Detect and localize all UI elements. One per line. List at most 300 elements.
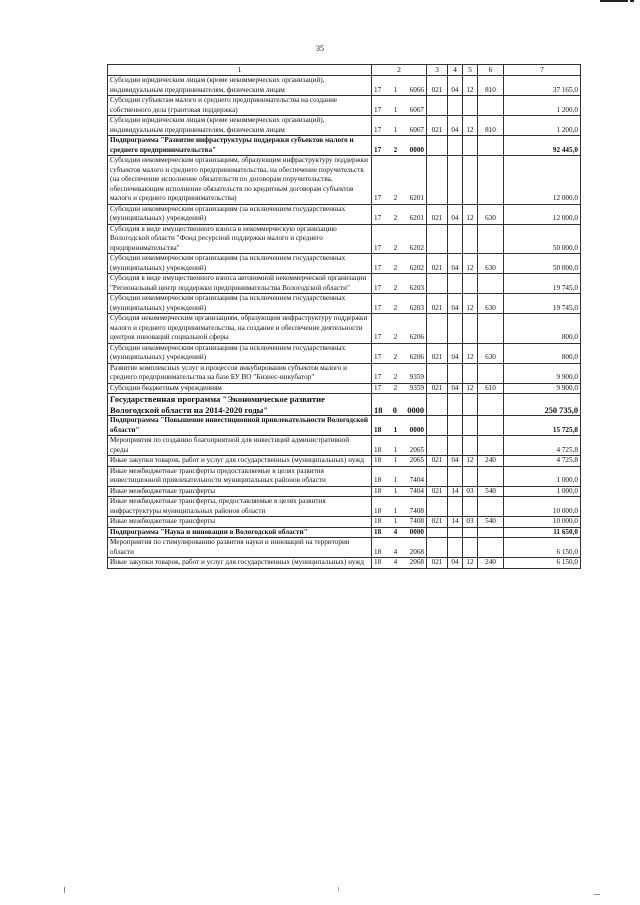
row-code-cell (372, 527, 427, 538)
table-row (108, 527, 581, 538)
code-part: 1 (393, 425, 398, 434)
code-part: 1 (393, 517, 398, 525)
row-amount-cell: 1 200,0 (504, 116, 581, 136)
code-part: 6202 (409, 243, 424, 252)
row-code-cell (372, 136, 427, 156)
row-amount-cell: 9 900,0 (504, 383, 581, 394)
row-expense-type-cell (478, 314, 504, 344)
row-expense-type-cell (478, 538, 504, 558)
row-subsection-cell (463, 466, 478, 486)
code-part: 6067 (409, 125, 424, 134)
row-ministry-cell (427, 466, 448, 486)
row-expense-type-cell (478, 156, 504, 205)
row-name-cell: Субсидия некоммерческим организациям, образующим инфраструктуру поддержки малого и среднего предпринимательства, на создание и обеспечение деятельности центров инноваций социальной сферы (108, 314, 372, 344)
row-code-cell (372, 456, 427, 467)
row-amount-cell: 12 000,0 (504, 204, 581, 224)
row-expense-type-cell: 630 (478, 254, 504, 274)
row-ministry-cell: 021 (427, 76, 448, 96)
row-subsection-cell (463, 274, 478, 294)
table-row (108, 116, 581, 136)
code-part: 2068 (409, 558, 424, 566)
column-header: 6 (478, 65, 504, 76)
row-ministry-cell (427, 136, 448, 156)
row-amount-cell: 4 725,8 (504, 456, 581, 467)
row-expense-type-cell (478, 136, 504, 156)
row-section-cell (448, 96, 463, 116)
row-code-cell (372, 517, 427, 528)
table-row (108, 343, 581, 363)
row-ministry-cell (427, 416, 448, 436)
row-ministry-cell: 021 (427, 343, 448, 363)
row-name-cell: Субсидии юридическим лицам (кроме некоммерческих организаций), индивидуальным предпринимателям, физическим лицам (108, 116, 372, 136)
row-ministry-cell: 021 (427, 517, 448, 528)
row-expense-type-cell: 610 (478, 383, 504, 394)
code-parts (374, 487, 424, 497)
code-parts (374, 304, 424, 314)
code-part: 17 (374, 263, 382, 272)
row-subsection-cell (463, 436, 478, 456)
table-row (108, 156, 581, 205)
code-part: 18 (374, 558, 382, 566)
code-part: 1 (393, 445, 398, 454)
code-part: 17 (374, 383, 382, 392)
column-header: 1 (108, 65, 372, 76)
page-number: 35 (316, 44, 324, 53)
code-parts (374, 456, 424, 466)
row-section-cell (448, 136, 463, 156)
row-expense-type-cell: 810 (478, 76, 504, 96)
row-subsection-cell: 12 (463, 116, 478, 136)
row-section-cell: 04 (448, 116, 463, 136)
row-code-cell (372, 254, 427, 274)
table-row (108, 204, 581, 224)
column-header: 5 (463, 65, 478, 76)
row-section-cell: 04 (448, 76, 463, 96)
table-row (108, 224, 581, 254)
code-part: 2065 (409, 456, 424, 464)
row-subsection-cell (463, 538, 478, 558)
row-amount-cell: 50 000,0 (504, 224, 581, 254)
table-row (108, 394, 581, 416)
code-part: 2065 (409, 445, 424, 454)
code-part: 18 (374, 547, 382, 556)
code-part: 17 (374, 125, 382, 134)
row-name-cell: Иные закупки товаров, работ и услуг для государственных (муниципальных) нужд (108, 456, 372, 467)
code-part: 17 (374, 145, 382, 154)
row-amount-cell: 1 200,0 (504, 96, 581, 116)
table-row (108, 76, 581, 96)
row-amount-cell: 1 000,0 (504, 486, 581, 497)
code-part: 1 (393, 506, 398, 515)
row-code-cell (372, 363, 427, 383)
row-ministry-cell: 021 (427, 294, 448, 314)
row-subsection-cell: 12 (463, 254, 478, 274)
code-part: 7404 (409, 476, 424, 484)
row-ministry-cell: 021 (427, 204, 448, 224)
code-part: 18 (374, 425, 382, 434)
row-subsection-cell: 12 (463, 76, 478, 96)
row-expense-type-cell: 240 (478, 456, 504, 467)
row-expense-type-cell: 540 (478, 517, 504, 528)
row-expense-type-cell (478, 96, 504, 116)
row-name-cell: Иные межбюджетные трансферты (108, 486, 372, 497)
code-part: 2 (393, 145, 398, 154)
code-part: 17 (374, 303, 382, 312)
row-name-cell: Субсидии субъектам малого и среднего предпринимательства на создание собственного дела (грантовая поддержка) (108, 96, 372, 116)
row-section-cell (448, 527, 463, 538)
code-parts (374, 86, 424, 96)
code-part: 18 (374, 456, 382, 464)
table-row (108, 436, 581, 456)
budget-table-body (108, 65, 581, 569)
row-expense-type-cell (478, 436, 504, 456)
row-subsection-cell (463, 363, 478, 383)
code-part: 6066 (409, 85, 424, 94)
row-section-cell (448, 363, 463, 383)
row-ministry-cell (427, 497, 448, 517)
code-parts (374, 446, 424, 456)
code-part: 1 (393, 85, 398, 94)
row-subsection-cell (463, 224, 478, 254)
row-subsection-cell: 12 (463, 294, 478, 314)
table-row (108, 274, 581, 294)
code-part: 4 (393, 558, 398, 566)
code-part: 2 (393, 194, 398, 202)
row-amount-cell: 6 150,0 (504, 538, 581, 558)
code-part: 2 (393, 333, 398, 341)
row-subsection-cell: 03 (463, 486, 478, 497)
code-part: 18 (374, 486, 382, 495)
code-part: 17 (374, 194, 382, 202)
row-amount-cell: 6 150,0 (504, 558, 581, 569)
row-amount-cell: 4 725,8 (504, 436, 581, 456)
row-amount-cell: 92 445,0 (504, 136, 581, 156)
code-part: 18 (374, 527, 382, 536)
row-amount-cell: 19 745,0 (504, 274, 581, 294)
table-row (108, 96, 581, 116)
code-part: 0 (392, 405, 397, 415)
row-ministry-cell (427, 274, 448, 294)
scan-artifact (64, 887, 65, 893)
row-code-cell (372, 96, 427, 116)
scan-artifact (594, 894, 600, 895)
row-subsection-cell (463, 394, 478, 416)
row-section-cell (448, 436, 463, 456)
row-code-cell (372, 486, 427, 497)
code-parts (374, 214, 424, 224)
row-amount-cell: 9 900,0 (504, 363, 581, 383)
table-row (108, 136, 581, 156)
row-ministry-cell: 021 (427, 116, 448, 136)
row-name-cell: Субсидии бюджетным учреждениям (108, 383, 372, 394)
code-parts (374, 406, 424, 416)
row-subsection-cell: 12 (463, 558, 478, 569)
row-code-cell (372, 204, 427, 224)
row-amount-cell: 19 745,0 (504, 294, 581, 314)
code-part: 2 (393, 303, 398, 312)
code-parts (374, 284, 424, 294)
row-ministry-cell (427, 538, 448, 558)
code-part: 18 (374, 517, 382, 525)
row-code-cell (372, 294, 427, 314)
code-part: 17 (374, 214, 382, 222)
row-code-cell (372, 224, 427, 254)
row-amount-cell: 10 000,0 (504, 497, 581, 517)
row-code-cell (372, 116, 427, 136)
row-ministry-cell (427, 96, 448, 116)
row-subsection-cell (463, 136, 478, 156)
row-expense-type-cell: 240 (478, 558, 504, 569)
row-code-cell (372, 538, 427, 558)
row-amount-cell: 12 000,0 (504, 156, 581, 205)
code-part: 0000 (409, 527, 424, 536)
table-row (108, 383, 581, 394)
table-row (108, 538, 581, 558)
row-section-cell: 14 (448, 517, 463, 528)
row-amount-cell: 800,0 (504, 343, 581, 363)
code-part: 17 (374, 373, 382, 381)
row-name-cell: Подпрограмма "Развитие инфраструктуры поддержки субъектов малого и среднего предпринимательства" (108, 136, 372, 156)
table-row (108, 558, 581, 569)
code-part: 17 (374, 333, 382, 341)
column-header: 4 (448, 65, 463, 76)
code-part: 2 (393, 214, 398, 222)
code-part: 6206 (409, 333, 424, 341)
code-part: 18 (374, 445, 382, 454)
row-code-cell (372, 394, 427, 416)
row-subsection-cell (463, 96, 478, 116)
row-ministry-cell: 021 (427, 486, 448, 497)
row-expense-type-cell: 630 (478, 343, 504, 363)
code-part: 2 (393, 263, 398, 272)
column-header: 7 (504, 65, 581, 76)
row-amount-cell: 1 000,0 (504, 466, 581, 486)
code-part: 6206 (409, 353, 424, 361)
budget-table (107, 64, 581, 569)
row-section-cell: 14 (448, 486, 463, 497)
code-parts (374, 507, 424, 517)
code-part: 17 (374, 283, 382, 292)
scan-artifact (338, 887, 339, 891)
row-expense-type-cell (478, 527, 504, 538)
code-part: 0000 (409, 425, 424, 434)
row-code-cell (372, 466, 427, 486)
code-parts (374, 353, 424, 363)
code-part: 0000 (409, 145, 424, 154)
column-header: 2 (372, 65, 427, 76)
table-row (108, 363, 581, 383)
row-amount-cell: 10 000,0 (504, 517, 581, 528)
code-part: 18 (374, 476, 382, 484)
code-part: 1 (393, 105, 398, 114)
code-part: 2 (393, 353, 398, 361)
row-expense-type-cell: 630 (478, 294, 504, 314)
code-parts (374, 476, 424, 486)
row-name-cell: Подпрограмма "Повышение инвестиционной привлекательности Вологодской области" (108, 416, 372, 436)
code-part: 7408 (409, 506, 424, 515)
code-parts (374, 373, 424, 383)
row-expense-type-cell: 630 (478, 204, 504, 224)
row-ministry-cell: 021 (427, 456, 448, 467)
row-code-cell (372, 383, 427, 394)
code-parts (374, 194, 424, 204)
code-part: 6203 (409, 303, 424, 312)
row-code-cell (372, 343, 427, 363)
code-parts (374, 146, 424, 156)
row-section-cell (448, 466, 463, 486)
row-section-cell (448, 394, 463, 416)
code-part: 1 (393, 125, 398, 134)
row-ministry-cell (427, 436, 448, 456)
row-subsection-cell (463, 497, 478, 517)
code-part: 2 (393, 383, 398, 392)
table-row (108, 486, 581, 497)
row-name-cell: Иные межбюджетные трансферты, предоставляемые в целях развития инфраструктуры муниципальных районов области (108, 497, 372, 517)
code-parts (374, 384, 424, 394)
row-name-cell: Развитие комплексных услуг и процессов инкубирования субъектов малого и среднего предпринимательства на базе БУ ВО "Бизнес-инкубатор" (108, 363, 372, 383)
code-part: 1 (393, 476, 398, 484)
row-expense-type-cell (478, 274, 504, 294)
row-amount-cell: 11 650,0 (504, 527, 581, 538)
code-part: 4 (393, 527, 398, 536)
code-part: 1 (393, 486, 398, 495)
row-name-cell: Иные межбюджетные трансферты предоставляемые в целях развития инвестиционной привлекательности муниципальных районов области (108, 466, 372, 486)
row-section-cell (448, 156, 463, 205)
table-row (108, 254, 581, 274)
row-name-cell: Субсидии юридическим лицам (кроме некоммерческих организаций), индивидуальным предпринимателям, физическим лицам (108, 76, 372, 96)
row-section-cell (448, 497, 463, 517)
table-row (108, 416, 581, 436)
row-code-cell (372, 558, 427, 569)
row-subsection-cell: 12 (463, 456, 478, 467)
row-name-cell: Субсидии некоммерческим организациям (за исключением государственных (муниципальных) учреждений) (108, 254, 372, 274)
row-code-cell (372, 416, 427, 436)
row-section-cell: 04 (448, 383, 463, 394)
code-parts (374, 126, 424, 136)
code-part: 0000 (407, 405, 424, 415)
row-ministry-cell (427, 394, 448, 416)
row-expense-type-cell (478, 466, 504, 486)
row-code-cell (372, 274, 427, 294)
code-part: 18 (374, 506, 382, 515)
row-name-cell: Субсидия в виде имущественного взноса в некоммерческую организацию Вологодской области "Фонд ресурсной поддержки малого и среднего предпринимательства" (108, 224, 372, 254)
code-part: 18 (374, 405, 383, 415)
code-parts (374, 106, 424, 116)
row-code-cell (372, 436, 427, 456)
code-parts (374, 264, 424, 274)
code-part: 9359 (409, 373, 424, 381)
row-section-cell: 04 (448, 343, 463, 363)
row-subsection-cell: 03 (463, 517, 478, 528)
row-expense-type-cell (478, 363, 504, 383)
row-name-cell: Государственная программа "Экономическое развитие Вологодской области на 2014-2020 годы" (108, 394, 372, 416)
row-name-cell: Иные закупки товаров, работ и услуг для государственных (муниципальных) нужд (108, 558, 372, 569)
row-section-cell (448, 314, 463, 344)
row-ministry-cell (427, 363, 448, 383)
row-ministry-cell (427, 314, 448, 344)
row-subsection-cell (463, 527, 478, 538)
table-row (108, 497, 581, 517)
row-amount-cell: 37 165,0 (504, 76, 581, 96)
row-subsection-cell: 12 (463, 383, 478, 394)
code-parts (374, 517, 424, 527)
code-part: 2 (393, 373, 398, 381)
row-subsection-cell (463, 156, 478, 205)
row-ministry-cell (427, 156, 448, 205)
row-name-cell: Субсидии некоммерческим организациям (за исключением государственных (муниципальных) учреждений) (108, 294, 372, 314)
row-expense-type-cell (478, 497, 504, 517)
row-amount-cell: 250 735,0 (504, 394, 581, 416)
row-expense-type-cell (478, 394, 504, 416)
row-code-cell (372, 314, 427, 344)
code-part: 7408 (409, 517, 424, 525)
row-name-cell: Подпрограмма "Наука и инновации в Вологодской области" (108, 527, 372, 538)
row-expense-type-cell: 810 (478, 116, 504, 136)
row-subsection-cell (463, 314, 478, 344)
code-parts (374, 558, 424, 568)
row-section-cell: 04 (448, 204, 463, 224)
row-section-cell: 04 (448, 456, 463, 467)
row-section-cell (448, 538, 463, 558)
code-parts (374, 244, 424, 254)
row-section-cell (448, 224, 463, 254)
row-ministry-cell: 021 (427, 558, 448, 569)
code-parts (374, 426, 424, 436)
table-row (108, 517, 581, 528)
row-code-cell (372, 497, 427, 517)
code-part: 17 (374, 353, 382, 361)
row-expense-type-cell (478, 416, 504, 436)
code-parts (374, 333, 424, 343)
row-section-cell: 04 (448, 558, 463, 569)
column-header: 3 (427, 65, 448, 76)
code-parts (374, 528, 424, 538)
row-name-cell: Мероприятия по стимулированию развития науки и инноваций на территории области (108, 538, 372, 558)
code-part: 6201 (409, 214, 424, 222)
table-row (108, 456, 581, 467)
row-name-cell: Субсидия в виде имущественного взноса автономной некоммерческой организации "Региональный центр поддержки предпринимательства Вологодской области" (108, 274, 372, 294)
table-row (108, 294, 581, 314)
code-part: 2 (393, 243, 398, 252)
code-part: 4 (393, 547, 398, 556)
row-section-cell: 04 (448, 294, 463, 314)
code-part: 6203 (409, 283, 424, 292)
code-part: 7404 (409, 486, 424, 495)
row-name-cell: Иные межбюджетные трансферты (108, 517, 372, 528)
code-part: 2068 (409, 547, 424, 556)
row-subsection-cell (463, 416, 478, 436)
row-name-cell: Субсидии некоммерческим организациям (за исключением государственных (муниципальных) учреждений) (108, 343, 372, 363)
row-subsection-cell: 12 (463, 204, 478, 224)
row-code-cell (372, 76, 427, 96)
row-name-cell: Субсидии некоммерческим организациям (за исключением государственных (муниципальных) учреждений) (108, 204, 372, 224)
row-amount-cell: 50 000,0 (504, 254, 581, 274)
row-section-cell: 04 (448, 254, 463, 274)
code-part: 6201 (409, 194, 424, 202)
row-amount-cell: 15 725,8 (504, 416, 581, 436)
code-part: 6202 (409, 263, 424, 272)
code-part: 17 (374, 243, 382, 252)
row-subsection-cell: 12 (463, 343, 478, 363)
row-name-cell: Субсидии некоммерческим организациям, образующим инфраструктуру поддержки субъектов малого и среднего предпринимательства, на обеспечение поручительств (на обеспечение исполнение обязательств по договорам поручительства, обеспечивающим исполнение обязательств по кредитным договорам субъектов малого и среднего предпринимательства) (108, 156, 372, 205)
row-name-cell: Мероприятия по созданию благоприятной для инвестиций административной среды (108, 436, 372, 456)
table-header-row (108, 65, 581, 76)
row-expense-type-cell: 540 (478, 486, 504, 497)
scan-corner-mark (600, 0, 628, 5)
code-part: 9359 (409, 383, 424, 392)
row-section-cell (448, 416, 463, 436)
code-parts (374, 548, 424, 558)
